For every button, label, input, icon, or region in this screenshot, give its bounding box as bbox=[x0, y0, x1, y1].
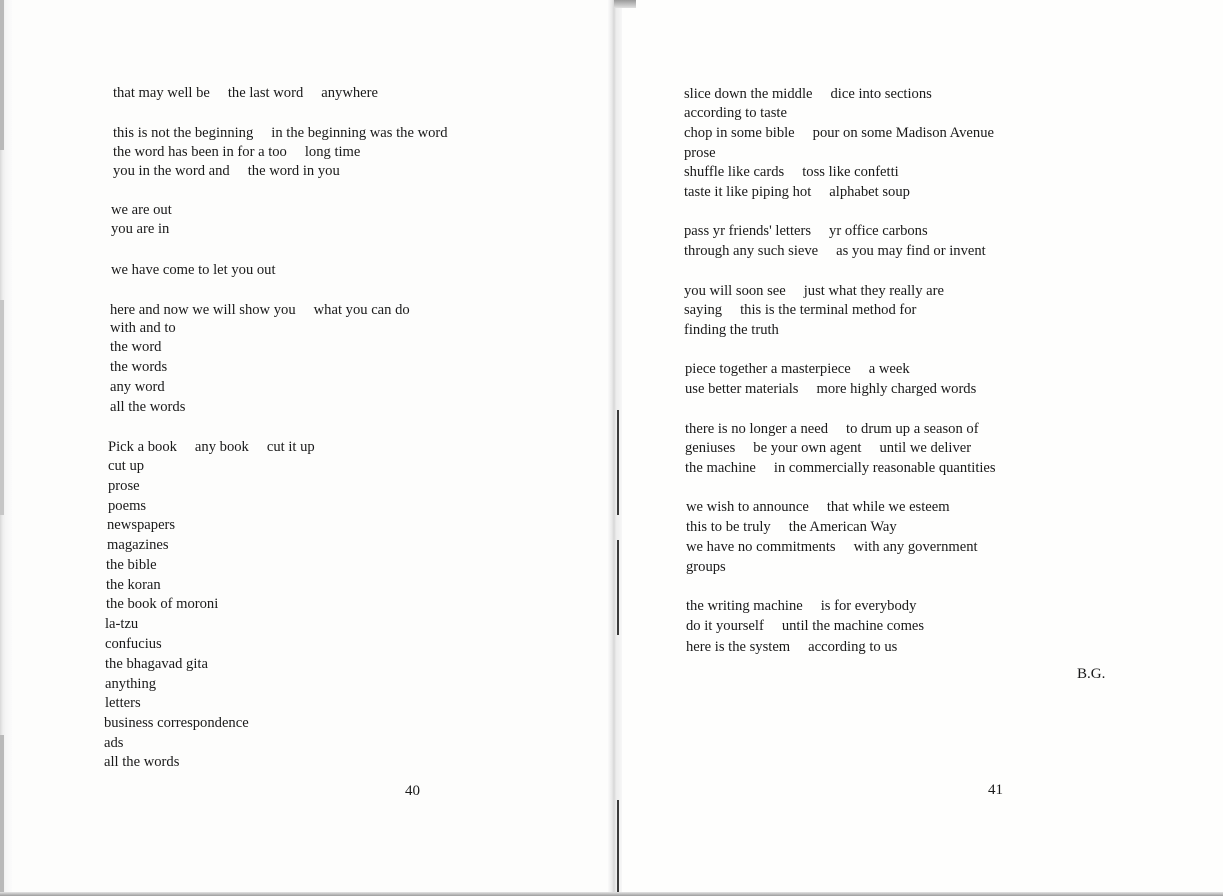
poem-phrase: according to us bbox=[808, 639, 898, 655]
poem-line bbox=[684, 301, 916, 319]
poem-phrase: that may well be bbox=[113, 85, 210, 101]
poem-line bbox=[108, 438, 315, 456]
poem-line bbox=[104, 714, 249, 732]
poem-phrase: prose bbox=[684, 145, 716, 161]
poem-phrase: the word has been in for a too bbox=[113, 144, 287, 160]
poem-line bbox=[105, 655, 208, 673]
poem-line bbox=[685, 439, 971, 457]
poem-line bbox=[684, 242, 986, 260]
poem-line bbox=[684, 321, 779, 339]
poem-line bbox=[111, 201, 172, 219]
poem-phrase: alphabet soup bbox=[829, 184, 910, 200]
scan-edge-mark bbox=[0, 300, 4, 515]
poem-phrase: there is no longer a need bbox=[685, 421, 829, 437]
poem-line bbox=[684, 163, 899, 181]
poem-line bbox=[107, 536, 169, 554]
poem-phrase: the koran bbox=[106, 577, 161, 593]
poem-phrase: to drum up a season of bbox=[846, 421, 979, 437]
poem-line bbox=[105, 694, 141, 712]
poem-line bbox=[108, 457, 144, 475]
poem-phrase: we have come to let you out bbox=[111, 262, 276, 278]
poem-phrase: do it yourself bbox=[686, 618, 764, 634]
poem-phrase: the book of moroni bbox=[106, 596, 219, 612]
poem-phrase: business correspondence bbox=[104, 715, 249, 731]
poem-line bbox=[686, 498, 950, 516]
poem-phrase: prose bbox=[108, 478, 140, 494]
poem-line bbox=[108, 497, 146, 515]
poem-phrase: until the machine comes bbox=[781, 618, 925, 634]
poem-line bbox=[108, 477, 140, 495]
author-signature: B.G. bbox=[1077, 666, 1106, 682]
poem-phrase: toss like confetti bbox=[802, 164, 899, 180]
poem-phrase: just what they really are bbox=[803, 283, 944, 299]
poem-line bbox=[684, 144, 716, 162]
poem-line bbox=[684, 222, 928, 240]
poem-phrase: the word bbox=[110, 339, 162, 355]
poem-line bbox=[686, 518, 897, 536]
poem-phrase: the American Way bbox=[788, 519, 897, 535]
page-number-left: 40 bbox=[405, 783, 420, 799]
poem-phrase: any book bbox=[194, 439, 249, 455]
poem-phrase: cut it up bbox=[266, 439, 315, 455]
page-corner-fold bbox=[614, 0, 636, 8]
poem-phrase: is for everybody bbox=[820, 598, 917, 614]
poem-phrase: through any such sieve bbox=[684, 243, 819, 259]
poem-phrase: cut up bbox=[108, 458, 145, 474]
poem-phrase: the bible bbox=[106, 557, 157, 573]
poem-line bbox=[685, 360, 910, 378]
poem-phrase: here and now we will show you bbox=[110, 302, 296, 318]
poem-line bbox=[110, 301, 410, 319]
poem-phrase: any word bbox=[110, 379, 165, 395]
poem-line bbox=[684, 124, 994, 142]
poem-phrase: this is the terminal method for bbox=[740, 302, 917, 318]
poem-line bbox=[113, 124, 448, 142]
poem-phrase: you will soon see bbox=[684, 283, 786, 299]
poem-phrase: use better materials bbox=[685, 381, 799, 397]
poem-phrase: until we deliver bbox=[879, 440, 972, 456]
poem-phrase: poems bbox=[108, 498, 147, 514]
right-page bbox=[614, 0, 1223, 896]
poem-line bbox=[685, 420, 979, 438]
poem-phrase: shuffle like cards bbox=[684, 164, 785, 180]
poem-line bbox=[113, 143, 360, 161]
poem-line bbox=[106, 595, 218, 613]
page-number-right: 41 bbox=[988, 782, 1003, 798]
poem-phrase: you are in bbox=[111, 221, 170, 237]
poem-phrase: the last word bbox=[227, 85, 304, 101]
poem-phrase: finding the truth bbox=[684, 322, 779, 338]
poem-phrase: taste it like piping hot bbox=[684, 184, 812, 200]
poem-phrase: pass yr friends' letters bbox=[684, 223, 812, 239]
poem-line bbox=[105, 675, 156, 693]
poem-line bbox=[105, 615, 138, 633]
poem-phrase: yr office carbons bbox=[829, 223, 928, 239]
poem-phrase: with any government bbox=[853, 539, 978, 555]
poem-phrase: dice into sections bbox=[830, 86, 932, 102]
poem-phrase: long time bbox=[304, 144, 361, 160]
poem-phrase: we wish to announce bbox=[686, 499, 809, 515]
poem-line bbox=[684, 282, 944, 300]
poem-phrase: all the words bbox=[104, 754, 180, 770]
gutter-shadow bbox=[617, 800, 619, 896]
poem-phrase: the writing machine bbox=[686, 598, 803, 614]
poem-line bbox=[104, 753, 179, 771]
poem-line bbox=[684, 85, 932, 103]
poem-phrase: this is not the beginning bbox=[113, 125, 254, 141]
poem-phrase: we have no commitments bbox=[686, 539, 836, 555]
poem-phrase: this to be truly bbox=[686, 519, 771, 535]
poem-phrase: Pick a book bbox=[108, 439, 177, 455]
poem-phrase: groups bbox=[686, 559, 726, 575]
poem-line bbox=[110, 378, 165, 396]
poem-line bbox=[107, 516, 175, 534]
poem-line bbox=[684, 183, 910, 201]
poem-phrase: the bhagavad gita bbox=[105, 656, 208, 672]
poem-phrase: a week bbox=[868, 361, 910, 377]
poem-phrase: we are out bbox=[111, 202, 172, 218]
scan-edge-mark bbox=[0, 0, 4, 150]
poem-line bbox=[685, 459, 996, 477]
poem-phrase: what you can do bbox=[313, 302, 410, 318]
poem-phrase: the words bbox=[110, 359, 168, 375]
scan-edge-mark bbox=[0, 735, 4, 896]
poem-phrase: the machine bbox=[685, 460, 756, 476]
poem-line bbox=[113, 162, 340, 180]
poem-line bbox=[113, 84, 378, 102]
poem-phrase: chop in some bible bbox=[684, 125, 795, 141]
poem-line bbox=[684, 104, 787, 122]
poem-phrase: with and to bbox=[110, 320, 176, 336]
poem-phrase: you in the word and bbox=[113, 163, 230, 179]
poem-line bbox=[686, 617, 924, 635]
poem-line bbox=[685, 380, 976, 398]
poem-phrase: newspapers bbox=[107, 517, 176, 533]
poem-line bbox=[106, 576, 161, 594]
poem-phrase: geniuses bbox=[685, 440, 736, 456]
poem-phrase: anything bbox=[105, 676, 157, 692]
poem-phrase: ads bbox=[104, 735, 124, 751]
poem-phrase: letters bbox=[105, 695, 141, 711]
poem-phrase: confucius bbox=[105, 636, 162, 652]
poem-phrase: here is the system bbox=[686, 639, 791, 655]
poem-phrase: as you may find or invent bbox=[836, 243, 986, 259]
book-gutter bbox=[608, 0, 622, 896]
poem-phrase: in the beginning was the word bbox=[271, 125, 448, 141]
poem-phrase: more highly charged words bbox=[816, 381, 977, 397]
poem-phrase: piece together a masterpiece bbox=[685, 361, 851, 377]
poem-phrase: slice down the middle bbox=[684, 86, 813, 102]
poem-phrase: that while we esteem bbox=[826, 499, 950, 515]
poem-line bbox=[110, 398, 185, 416]
poem-line bbox=[686, 597, 916, 615]
poem-line bbox=[111, 261, 276, 279]
poem-line bbox=[686, 558, 726, 576]
poem-line bbox=[686, 638, 897, 656]
poem-phrase: all the words bbox=[110, 399, 186, 415]
poem-line bbox=[104, 734, 123, 752]
poem-phrase: anywhere bbox=[321, 85, 378, 101]
poem-phrase: in commercially reasonable quantities bbox=[773, 460, 996, 476]
poem-line bbox=[106, 556, 157, 574]
poem-phrase: pour on some Madison Avenue bbox=[812, 125, 994, 141]
poem-phrase: magazines bbox=[107, 537, 169, 553]
poem-line bbox=[111, 220, 169, 238]
gutter-shadow bbox=[617, 540, 619, 635]
poem-phrase: saying bbox=[684, 302, 723, 318]
poem-line bbox=[686, 538, 978, 556]
poem-phrase: be your own agent bbox=[753, 440, 862, 456]
poem-line bbox=[110, 319, 176, 337]
poem-line bbox=[105, 635, 162, 653]
poem-phrase: the word in you bbox=[247, 163, 340, 179]
scan-edge-bottom bbox=[0, 892, 1223, 896]
poem-line bbox=[110, 358, 167, 376]
poem-phrase: according to taste bbox=[684, 105, 787, 121]
gutter-shadow bbox=[617, 410, 619, 515]
poem-line bbox=[110, 338, 161, 356]
poem-phrase: la-tzu bbox=[105, 616, 139, 632]
